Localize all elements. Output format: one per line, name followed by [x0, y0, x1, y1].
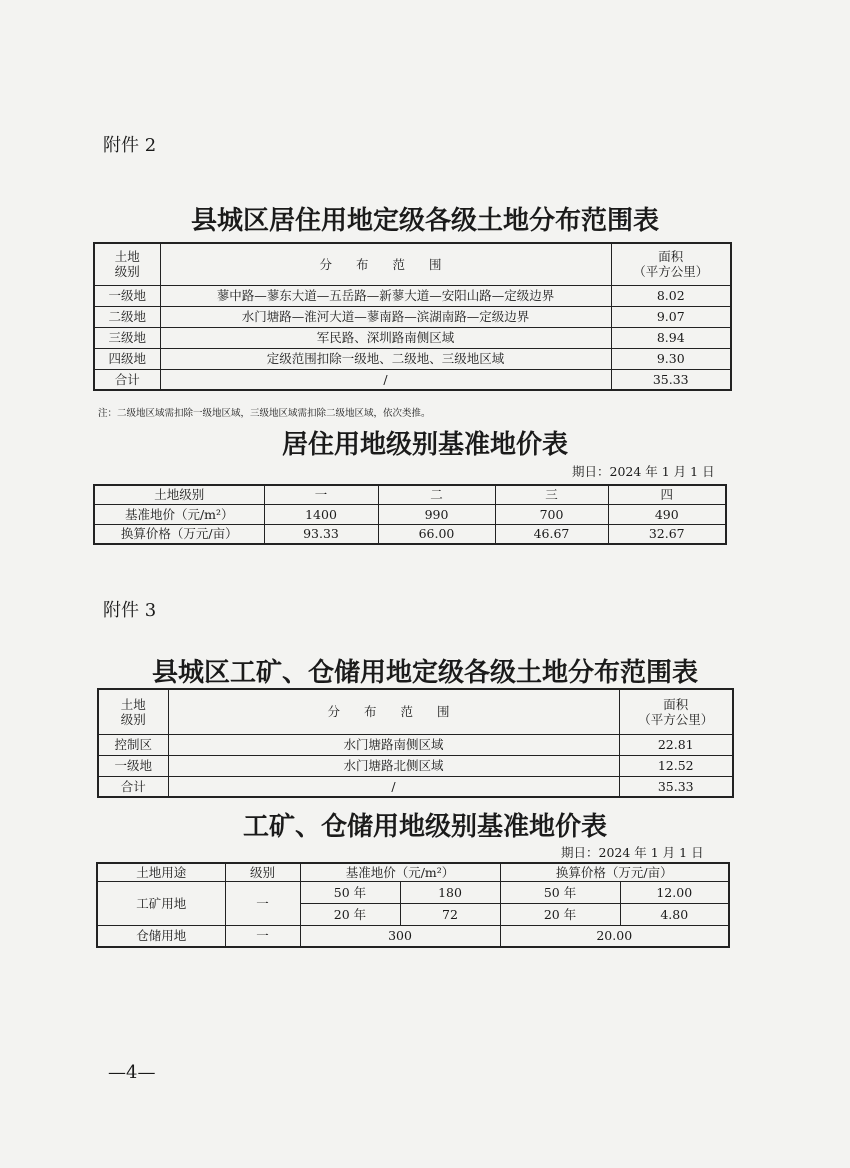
industrial-zone-table: [97, 688, 734, 798]
table2-date: 期日：2024 年 1 月 1 日: [572, 464, 715, 479]
header-area: [611, 243, 731, 285]
header-cell: 二: [378, 485, 495, 504]
value-cell: 93.33: [264, 524, 378, 544]
price-cell: 300: [300, 925, 500, 947]
table-row: [94, 285, 731, 306]
area-cell: 35.33: [611, 369, 731, 390]
range-cell: 水门塘路—淮河大道—蓼南路—滨湖南路—定级边界: [160, 306, 611, 327]
header-area-line2: （平方公里）: [638, 711, 714, 727]
header-grade-line2: 级别: [120, 711, 146, 727]
grade-cell: 合计: [98, 776, 168, 797]
table4-date: 期日：2024 年 1 月 1 日: [561, 845, 704, 860]
value-cell: 46.67: [495, 524, 608, 544]
table-row: [94, 524, 726, 544]
header-area-line1: 面积: [663, 696, 689, 712]
table-row: [97, 925, 729, 947]
use-cell: 工矿用地: [97, 881, 225, 925]
table-row: [94, 327, 731, 348]
header-grade-line2: 级别: [114, 264, 140, 280]
value-cell: 32.67: [608, 524, 726, 544]
table3-title: 县城区工矿、仓储用地定级各级土地分布范围表: [151, 658, 698, 688]
table-row: [97, 881, 729, 903]
header-converted-price: 换算价格（万元/亩）: [500, 863, 729, 881]
area-cell: 8.94: [611, 327, 731, 348]
header-grade: [94, 243, 160, 285]
converted-cell: 12.00: [620, 881, 729, 903]
row-label: 基准地价（元/m²）: [94, 504, 264, 524]
header-cell: 三: [495, 485, 608, 504]
header-cell: 一: [264, 485, 378, 504]
area-cell: 22.81: [619, 734, 733, 755]
range-cell: 蓼中路—蓼东大道—五岳路—新蓼大道—安阳山路—定级边界: [160, 285, 611, 306]
header-use: 土地用途: [97, 863, 225, 881]
grade-cell: 一级地: [94, 285, 160, 306]
residential-zone-table: [93, 242, 732, 391]
value-cell: 700: [495, 504, 608, 524]
header-grade-line1: 土地: [114, 249, 140, 265]
term-cell: 50 年: [300, 881, 400, 903]
table-row: [98, 776, 733, 797]
area-cell: 9.07: [611, 306, 731, 327]
table-row: [98, 734, 733, 755]
industrial-price-table: [96, 862, 730, 948]
term-cell: 50 年: [500, 881, 620, 903]
area-cell: 12.52: [619, 755, 733, 776]
use-cell: 仓储用地: [97, 925, 225, 947]
header-area: [619, 689, 733, 734]
value-cell: 66.00: [378, 524, 495, 544]
header-cell: 四: [608, 485, 726, 504]
header-grade-line1: 土地: [120, 696, 146, 712]
grade-cell: 一: [225, 881, 300, 925]
term-cell: 20 年: [500, 903, 620, 925]
header-area-line2: （平方公里）: [633, 264, 709, 280]
table-header-row: [94, 243, 731, 285]
price-cell: 180: [400, 881, 500, 903]
converted-cell: 4.80: [620, 903, 729, 925]
residential-price-table: [93, 484, 727, 545]
table2-title: 居住用地级别基准地价表: [281, 430, 568, 460]
header-base-price: 基准地价（元/m²）: [300, 863, 500, 881]
area-cell: 9.30: [611, 348, 731, 369]
header-grade: 级别: [225, 863, 300, 881]
grade-cell: 二级地: [94, 306, 160, 327]
range-cell: 水门塘路北侧区域: [168, 755, 619, 776]
table1-title: 县城区居住用地定级各级土地分布范围表: [190, 206, 659, 236]
table-row: [94, 306, 731, 327]
header-cell: 土地级别: [94, 485, 264, 504]
table4-title: 工矿、仓储用地级别基准地价表: [242, 812, 607, 842]
header-area-line1: 面积: [658, 249, 684, 265]
header-range: 分 布 范 围: [168, 689, 619, 734]
row-label: 换算价格（万元/亩）: [94, 524, 264, 544]
value-cell: 1400: [264, 504, 378, 524]
area-cell: 35.33: [619, 776, 733, 797]
value-cell: 990: [378, 504, 495, 524]
page-number: —4—: [108, 1062, 156, 1083]
grade-cell: 一: [225, 925, 300, 947]
grade-cell: 合计: [94, 369, 160, 390]
range-cell: 水门塘路南侧区域: [168, 734, 619, 755]
table-row: [98, 755, 733, 776]
header-grade: [98, 689, 168, 734]
table-header-row: [98, 689, 733, 734]
table-header-row: [97, 863, 729, 881]
grade-cell: 一级地: [98, 755, 168, 776]
table-row: [94, 369, 731, 390]
range-cell: /: [160, 369, 611, 390]
grade-cell: 四级地: [94, 348, 160, 369]
grade-cell: 三级地: [94, 327, 160, 348]
term-cell: 20 年: [300, 903, 400, 925]
range-cell: /: [168, 776, 619, 797]
range-cell: 定级范围扣除一级地、二级地、三级地区域: [160, 348, 611, 369]
range-cell: 军民路、深圳路南侧区域: [160, 327, 611, 348]
converted-cell: 20.00: [500, 925, 729, 947]
area-cell: 8.02: [611, 285, 731, 306]
annex-2-label: 附件 2: [103, 135, 157, 156]
table1-note: 注：二级地区域需扣除一级地区域，三级地区域需扣除二级地区域，依次类推。: [98, 408, 431, 419]
annex-3-label: 附件 3: [103, 600, 157, 621]
table-header-row: [94, 485, 726, 504]
table-row: [94, 348, 731, 369]
value-cell: 490: [608, 504, 726, 524]
grade-cell: 控制区: [98, 734, 168, 755]
price-cell: 72: [400, 903, 500, 925]
header-range: 分 布 范 围: [160, 243, 611, 285]
table-row: [94, 504, 726, 524]
